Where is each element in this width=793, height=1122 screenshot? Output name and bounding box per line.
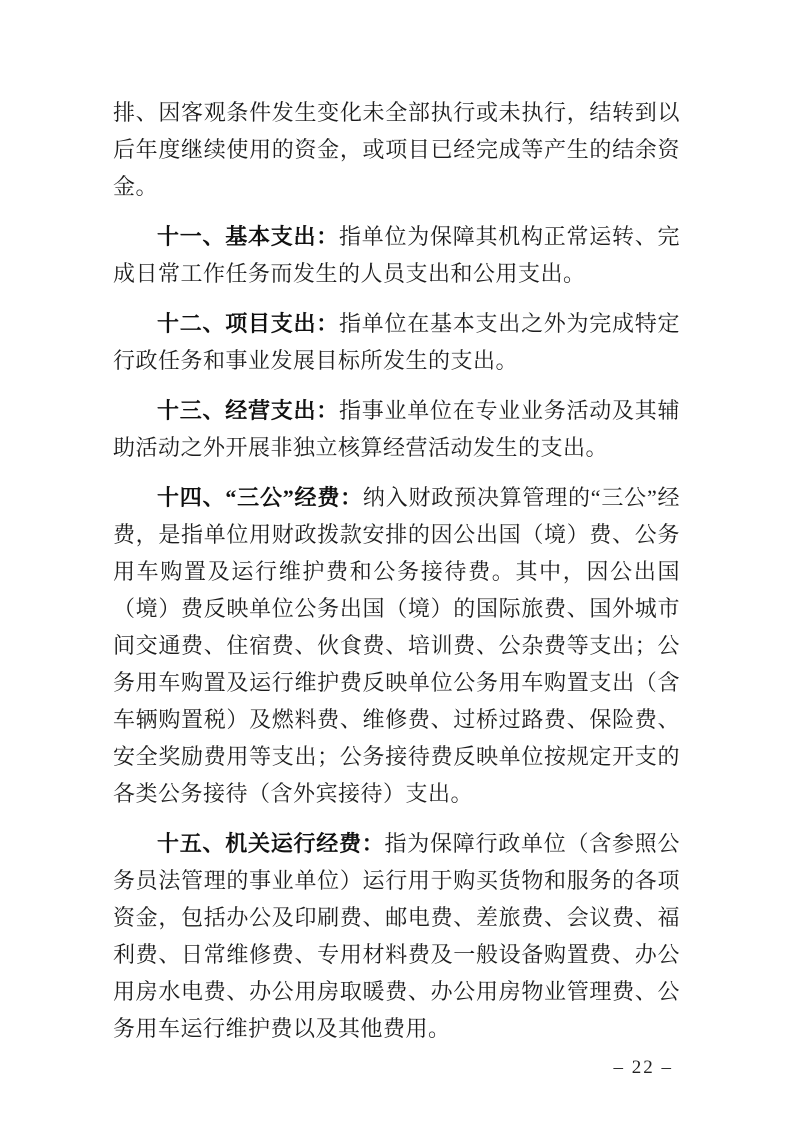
paragraph-body: 指事业单位在专业业务活动及其辅助活动之外开展非独立核算经营活动发生的支出。 [113,398,680,460]
paragraph-carryover [113,94,680,205]
term-label-basic-expenditure: 十一、基本支出： [157,224,339,249]
term-label-agency-operating-funds: 十五、机关运行经费： [157,831,385,856]
term-label-three-public-funds: 十四、“三公”经费： [157,485,363,510]
paragraph-body: 指单位为保障其机构正常运转、完成日常工作任务而发生的人员支出和公用支出。 [113,224,680,286]
paragraph-body: 纳入财政预决算管理的“三公”经费，是指单位用财政拨款安排的因公出国（境）费、公务用车购置及运行维护费和公务接待费。其中，因公出国（境）费反映单位公务出国（境）的国际旅费、国外城市间交通费、住宿费、伙食费、培训费、公杂费等支出；公务用车购置及运行维护费反映单位公务用车购置支出（含车辆购置税）及燃料费、维修费、过桥过路费、保险费、安全奖励费用等支出；公务接待费反映单位按规定开支的各类公务接待（含外宾接待）支出。 [113,485,680,806]
term-label-operating-expenditure: 十三、经营支出： [157,398,339,423]
paragraph-item-13 [113,392,680,466]
document-body [113,94,680,1060]
term-label-project-expenditure: 十二、项目支出： [157,311,339,336]
paragraph-body: 排、因客观条件发生变化未全部执行或未执行，结转到以后年度继续使用的资金，或项目已经完成等产生的结余资金。 [113,100,680,199]
paragraph-body: 指为保障行政单位（含参照公务员法管理的事业单位）运行用于购买货物和服务的各项资金，包括办公及印刷费、邮电费、差旅费、会议费、福利费、日常维修费、专用材料费及一般设备购置费、办公用房水电费、办公用房取暖费、办公用房物业管理费、公务用车运行维护费以及其他费用。 [113,831,680,1041]
paragraph-item-12 [113,305,680,379]
paragraph-item-11 [113,218,680,292]
paragraph-item-14 [113,479,680,812]
paragraph-item-15 [113,825,680,1047]
page-number: – 22 – [613,1057,673,1078]
paragraph-body: 指单位在基本支出之外为完成特定行政任务和事业发展目标所发生的支出。 [113,311,680,373]
